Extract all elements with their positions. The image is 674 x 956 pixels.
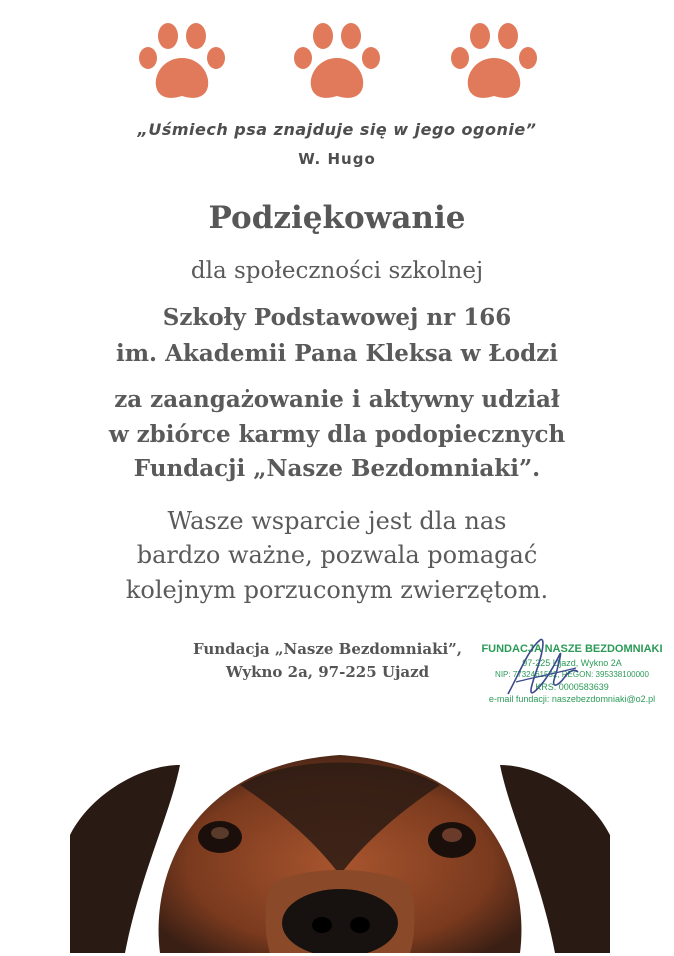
stamp-line: NIP: 7732461532, REGON: 395338100000 <box>495 670 649 679</box>
paw-icon <box>134 22 230 104</box>
body-line: bardzo ważne, pozwala pomagać <box>136 541 538 569</box>
paw-icon <box>446 22 542 104</box>
stamp-line: 97-225 Ujazd, Wykno 2A <box>522 658 622 668</box>
body-line: kolejnym porzuconym zwierzętom. <box>125 576 549 604</box>
body-line: dla społeczności szkolnej <box>190 258 484 284</box>
body-line: Wasze wsparcie jest dla nas <box>167 507 507 535</box>
body-line: Fundacji „Nasze Bezdomniaki”. <box>133 455 541 482</box>
stamp-line: e-mail fundacji: naszebezdomniaki@o2.pl <box>488 694 656 704</box>
body-line: w zbiórce karmy dla podopiecznych <box>108 421 566 448</box>
stamp-line: KRS: 0000583639 <box>535 682 609 692</box>
school-patron-line: im. Akademii Pana Kleksa w Łodzi <box>115 340 559 367</box>
school-name-line: Szkoły Podstawowej nr 166 <box>162 304 512 331</box>
stamp-line: FUNDACJA NASZE BEZDOMNIAKI <box>481 643 663 655</box>
paw-prints-header <box>0 22 674 112</box>
quote-author: W. Hugo <box>298 150 376 168</box>
foundation-address: Wykno 2a, 97-225 Ujazd <box>225 663 430 681</box>
quote: „Uśmiech psa znajduje się w jego ogonie” <box>137 120 537 139</box>
dog-face-photo <box>70 725 610 953</box>
foundation-name: Fundacja „Nasze Bezdomniaki”, <box>192 640 463 658</box>
signature-icon <box>498 632 588 712</box>
paw-icon <box>289 22 385 104</box>
document-title: Podziękowanie <box>208 200 466 236</box>
body-line: za zaangażowanie i aktywny udział <box>114 386 560 413</box>
